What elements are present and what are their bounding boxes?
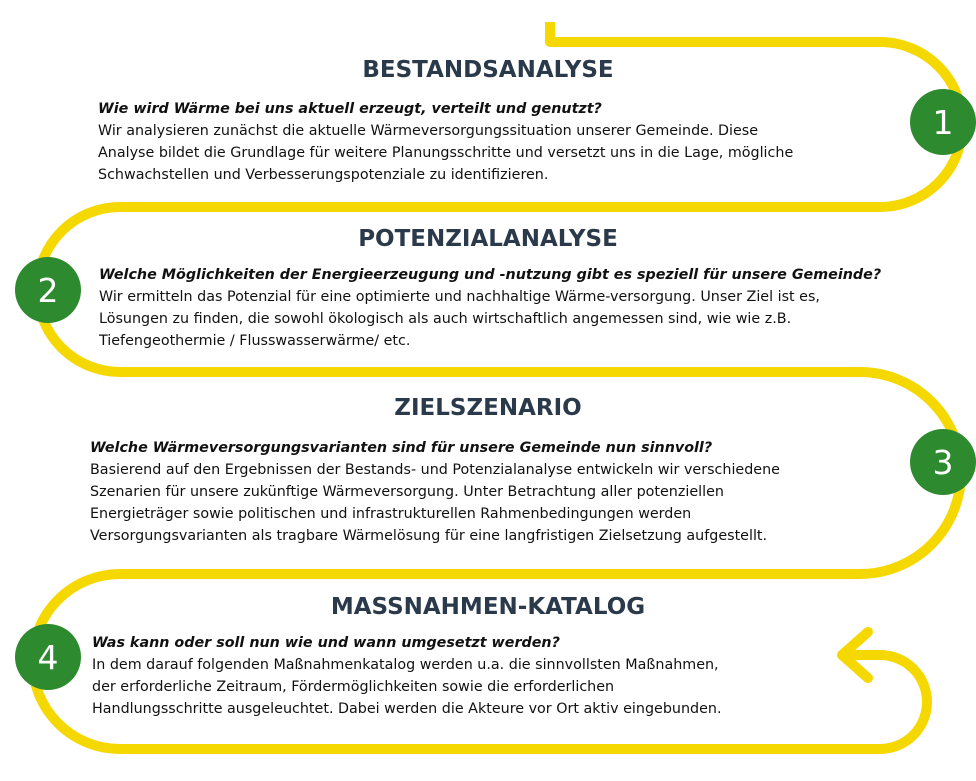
step-1-title: BESTANDSANALYSE: [362, 57, 614, 83]
step-4-question: Was kann oder soll nun wie und wann umgesetzt werden?: [92, 635, 560, 651]
step-1-text-line: Analyse bildet die Grundlage für weitere Planungsschritte und versetzt uns in die Lage, mögliche: [98, 145, 794, 161]
step-3-text-line: Energieträger sowie politischen und infrastrukturellen Rahmenbedingungen werden: [90, 506, 692, 522]
step-3-text-line: Versorgungsvarianten als tragbare Wärmelösung für eine langfristigen Zielsetzung aufgestellt.: [90, 528, 768, 544]
step-4-body: [92, 632, 722, 720]
step-2-text-line: Lösungen zu finden, die sowohl ökologisch als auch wirtschaftlich angemessen sind, wie wie z.B.: [99, 311, 792, 327]
step-2-text-line: Tiefengeothermie / Flusswasserwärme/ etc.: [99, 333, 411, 349]
step-2-question: Welche Möglichkeiten der Energieerzeugung und -nutzung gibt es speziell für unsere Gemeinde?: [99, 267, 882, 283]
step-2-text-line: Wir ermitteln das Potenzial für eine optimierte und nachhaltige Wärme-versorgung. Unser Ziel ist es,: [99, 289, 820, 305]
step-4-number-badge: 4: [15, 624, 81, 690]
step-1-body: [98, 98, 793, 186]
step-4-title: MASSNAHMEN-KATALOG: [330, 594, 646, 620]
step-3-text-line: Basierend auf den Ergebnissen der Bestands- und Potenzialanalyse entwickeln wir verschiedene: [90, 462, 780, 478]
step-1-text-line: Wir analysieren zunächst die aktuelle Wärmeversorgungssituation unserer Gemeinde. Diese: [98, 123, 759, 139]
step-1-number-badge: 1: [910, 89, 976, 155]
step-4-text-line: Handlungsschritte ausgeleuchtet. Dabei werden die Akteure vor Ort aktiv eingebunden.: [92, 701, 722, 717]
step-3-number-badge: 3: [910, 429, 976, 495]
step-3-body: [90, 437, 780, 547]
step-3-text-line: Szenarien für unsere zukünftige Wärmeversorgung. Unter Betrachtung aller potenziellen: [90, 484, 724, 500]
step-2-title: POTENZIALANALYSE: [358, 226, 618, 252]
step-3-question: Welche Wärmeversorgungsvarianten sind für unsere Gemeinde nun sinnvoll?: [90, 440, 713, 456]
step-1-text-line: Schwachstellen und Verbesserungspotenziale zu identifizieren.: [98, 167, 549, 183]
step-2-body: [99, 264, 881, 352]
step-1-question: Wie wird Wärme bei uns aktuell erzeugt, verteilt und genutzt?: [98, 101, 602, 117]
step-4-text-line: der erforderliche Zeitraum, Fördermöglichkeiten sowie die erforderlichen: [92, 679, 615, 695]
step-4-text-line: In dem darauf folgenden Maßnahmenkatalog werden u.a. die sinnvollsten Maßnahmen,: [92, 657, 719, 673]
step-3-title: ZIELSZENARIO: [394, 395, 582, 421]
step-2-number-badge: 2: [15, 257, 81, 323]
